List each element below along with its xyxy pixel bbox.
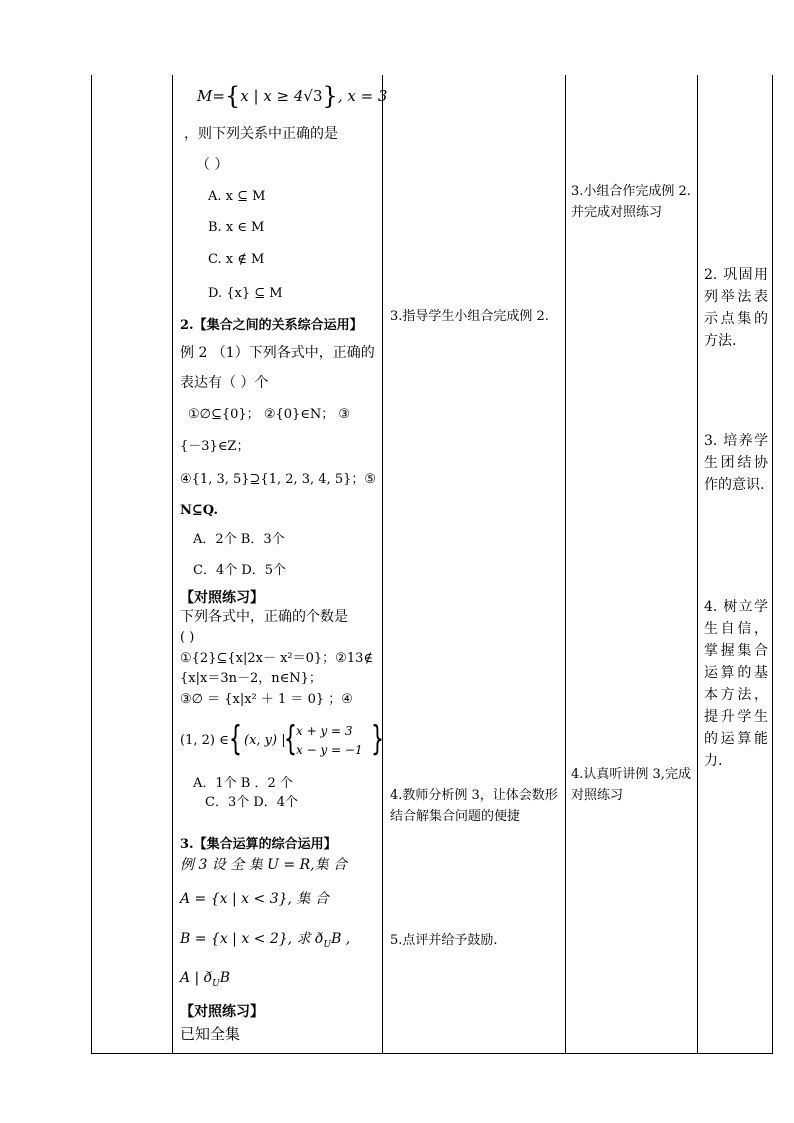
practice-1-line2: ( )	[180, 630, 195, 645]
student-activity-4: 4.认真听讲例 3,完成对照练习	[571, 767, 691, 803]
table-border-right	[772, 75, 773, 1054]
example-3-line2: A = {x | x < 3}, 集 合	[180, 891, 329, 907]
practice-1-line4: {x|x＝3n－2，n∈N}；	[180, 671, 322, 686]
teacher-activity-3: 3.指导学生小组合完成例 2.	[390, 309, 549, 324]
teacher-activity-5: 5.点评并给予鼓励.	[390, 933, 498, 948]
example-2-items4: N⊆Q.	[180, 503, 218, 518]
practice-2-title: 【对照练习】	[180, 1004, 264, 1020]
q1-option-d: D. {x} ⊆ M	[208, 286, 283, 301]
example-2-options-ab: A．2个 B．3个	[193, 532, 285, 547]
brace-left-system: {	[284, 719, 297, 759]
example-2-items1: ①∅⊆{0}； ②{0}∈N； ③	[188, 407, 351, 422]
practice-1-point: (1, 2) ∈	[180, 733, 229, 748]
example-3-line4: A | $ð_UB$	[180, 970, 231, 989]
q1-option-c: C. x ∉ M	[208, 252, 265, 267]
table-divider-1	[172, 75, 173, 1054]
brace-left-outer: {	[229, 719, 242, 759]
example-2-items2: {－3}∈Z；	[180, 439, 250, 454]
design-intent-3: 3. 培养学生团结协作的意识.	[704, 433, 768, 493]
example-3-line1: 例 3 设 全 集 U = R,集 合	[180, 857, 348, 873]
practice-1-eq2: x − y = −1	[296, 743, 363, 757]
practice-1-eq1: x + y = 3	[296, 724, 353, 738]
q1-option-a: A. x ⊆ M	[208, 189, 266, 204]
practice-1-title: 【对照练习】	[180, 590, 264, 606]
section-3-title: 3.【集合运算的综合运用】	[180, 837, 337, 852]
example-2-line2: 表达有（ ）个	[180, 375, 269, 391]
table-border-left	[91, 75, 92, 1054]
table-border-bottom	[91, 1053, 772, 1054]
example-3-line3: B = {x | x < 2}, 求 $ð_UB$ ,	[180, 931, 351, 950]
example-2-items3: ④{1, 3, 5}⊇{1, 2, 3, 4, 5}；⑤	[180, 472, 377, 487]
student-activity-3: 3.小组合作完成例 2.并完成对照练习	[571, 184, 691, 220]
q1-answer-paren: （ ）	[196, 157, 229, 173]
q1-stem: ，则下列关系中正确的是	[184, 126, 338, 142]
practice-1-options-ab: A．1个 B ．2 个	[193, 776, 293, 791]
practice-1-set-var: (x, y) |	[244, 733, 286, 748]
table-divider-4	[697, 75, 698, 1054]
set-m-definition: M={x | x ≥ 4√3}, x = 3	[197, 82, 388, 110]
teacher-activity-4: 4.教师分析例 3，让体会数形结合解集合问题的便捷	[390, 788, 558, 824]
q1-option-b: B. x ∈ M	[208, 220, 265, 235]
practice-2-line1: 已知全集	[180, 1025, 241, 1043]
brace-right-outer: }	[371, 719, 384, 759]
example-2-options-cd: C．4个 D．5个	[193, 563, 287, 578]
section-2-title: 2.【集合之间的关系综合运用】	[180, 318, 363, 333]
practice-1-line3: ①{2}⊆{x|2x－ x²＝0}；②13∉	[180, 651, 373, 666]
practice-1-line1: 下列各式中，正确的个数是	[180, 609, 348, 625]
example-2-line1: 例 2 （1）下列各式中，正确的	[180, 345, 375, 361]
practice-1-options-cd: C．3个 D．4个	[205, 795, 299, 810]
practice-1-line5: ③∅ ＝ {x|x² ＋ 1 ＝ 0} ；④	[180, 692, 353, 707]
table-divider-2	[382, 75, 383, 1054]
table-divider-3	[565, 75, 566, 1054]
design-intent-4: 4. 树立学生自信，掌握集合运算的基本方法，提升学生的运算能力.	[704, 599, 768, 769]
design-intent-2: 2. 巩固用列举法表示点集的方法.	[704, 267, 768, 349]
